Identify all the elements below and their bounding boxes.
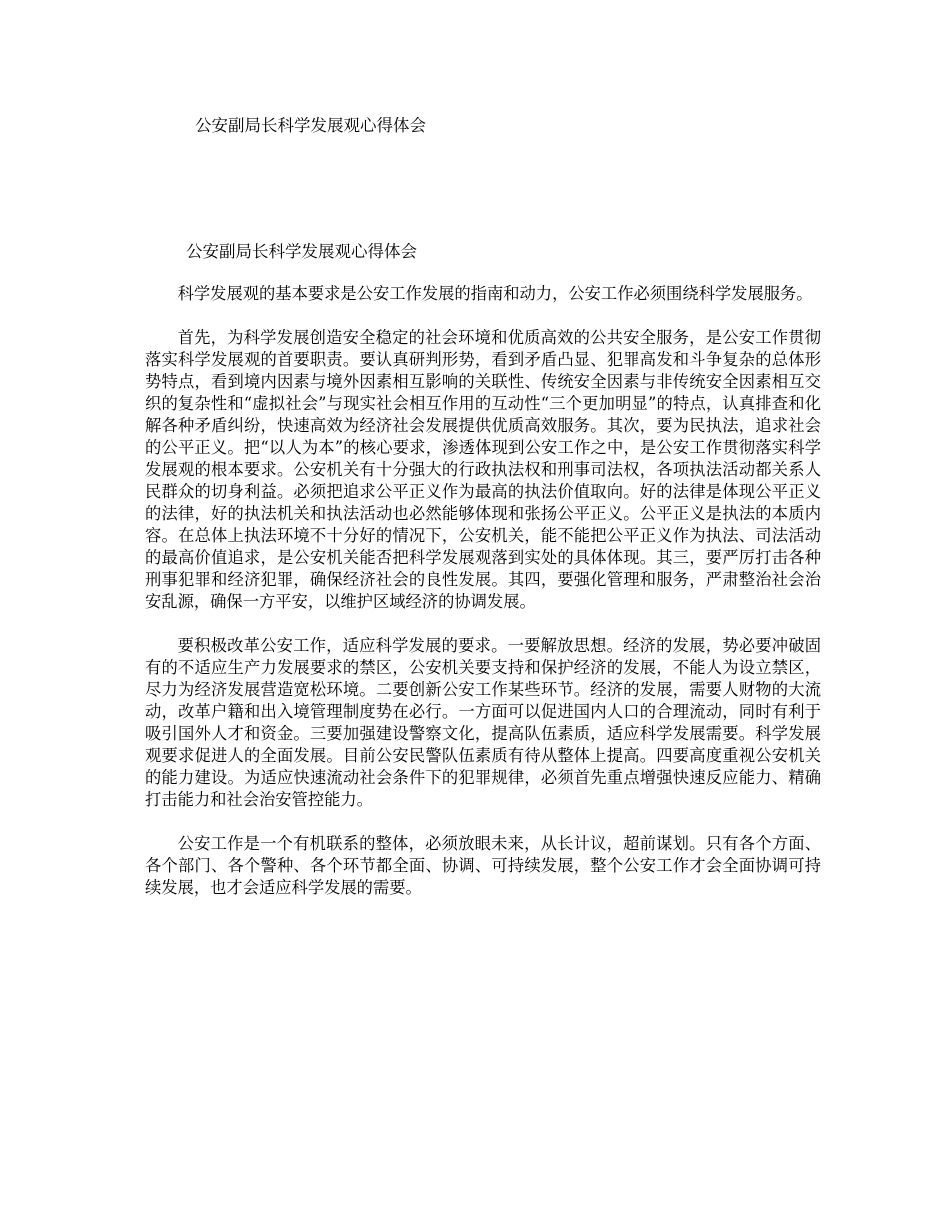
document-title: 公安副局长科学发展观心得体会 bbox=[186, 242, 417, 261]
paragraph-1: 科学发展观的基本要求是公安工作发展的指南和动力，公安工作必须围绕科学发展服务。 bbox=[177, 284, 813, 303]
header-title: 公安副局长科学发展观心得体会 bbox=[195, 116, 426, 135]
paragraph-3: 要积极改革公安工作，适应科学发展的要求。一要解放思想。经济的发展，势必要冲破固有的不适应生产力发展要求的禁区，公安机关要支持和保护经济的发展，不能人为设立禁区，尽力为经济发展营造宽松环境。二要创新公安工作某些环节。经济的发展，需要人财物的大流动，改革户籍和出入境管理制度势在必行。一方面可以促进国内人口的合理流动，同时有利于吸引国外人才和资金。三要加强建设警察文化，提高队伍素质，适应科学发展需要。科学发展观要求促进人的全面发展。目前公安民警队伍素质有待从整体上提高。四要高度重视公安机关的能力建设。为适应快速流动社会条件下的犯罪规律，必须首先重点增强快速反应能力、精确打击能力和社会治安管控能力。 bbox=[145, 636, 821, 809]
document-body bbox=[145, 283, 821, 921]
paragraph-4: 公安工作是一个有机联系的整体，必须放眼未来，从长计议，超前谋划。只有各个方面、各个部门、各个警种、各个环节都全面、协调、可持续发展，整个公安工作才会全面协调可持续发展，也才会适应科学发展的需要。 bbox=[145, 834, 821, 897]
paragraph-2: 首先，为科学发展创造安全稳定的社会环境和优质高效的公共安全服务，是公安工作贯彻落实科学发展观的首要职责。要认真研判形势，看到矛盾凸显、犯罪高发和斗争复杂的总体形势特点，看到境内因素与境外因素相互影响的关联性、传统安全因素与非传统安全因素相互交织的复杂性和“虚拟社会”与现实社会相互作用的互动性“三个更加明显”的特点，认真排查和化解各种矛盾纠纷，快速高效为经济社会发展提供优质高效服务。其次，要为民执法，追求社会的公平正义。把“以人为本”的核心要求，渗透体现到公安工作之中，是公安工作贯彻落实科学发展观的根本要求。公安机关有十分强大的行政执法权和刑事司法权，各项执法活动都关系人民群众的切身利益。必须把追求公平正义作为最高的执法价值取向。好的法律是体现公平正义的法律，好的执法机关和执法活动也必然能够体现和张扬公平正义。公平正义是执法的本质内容。在总体上执法环境不十分好的情况下，公安机关，能不能把公平正义作为执法、司法活动的最高价值追求，是公安机关能否把科学发展观落到实处的具体体现。其三，要严厉打击各种刑事犯罪和经济犯罪，确保经济社会的良性发展。其四，要强化管理和服务，严肃整治社会治安乱源，确保一方平安，以维护区域经济的协调发展。 bbox=[145, 328, 821, 611]
